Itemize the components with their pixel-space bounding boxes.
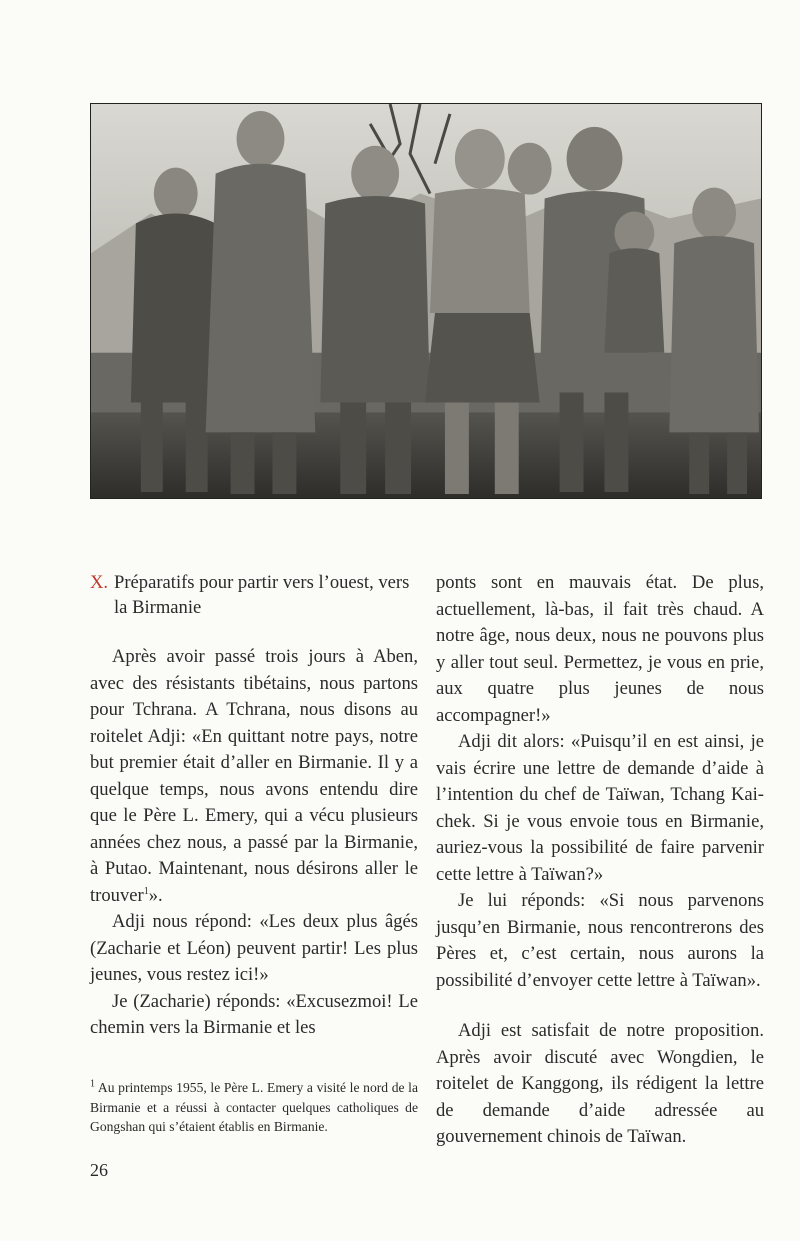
footnote-marker: 1 [90,1078,95,1090]
paragraph: Adji dit alors: «Puisqu’il en est ainsi, je vais écrire une lettre de demande d’aide à l’intention du chef de Taïwan, Tchang Kai-chek. Si je vous envoie tous en Birmanie, auriez-vous la possibilité de faire parvenir cette lettre à Taïwan?» [436,731,764,885]
section-title: Préparatifs pour partir vers l’ouest, vers la Birmanie [114,572,410,618]
paragraph: Je lui réponds: «Si nous parvenons jusqu’en Birmanie, nous rencontrerons des Pères et, c’est certain, nous aurons la possibilité d’envoyer cette lettre à Taïwan». [436,890,764,991]
footnote-text: Au printemps 1955, le Père L. Emery a visité le nord de la Birmanie et a réussi à contacter quelques catholiques de Gongshan qui s’étaient établis en Birmanie. [90,1080,418,1134]
group-photo [90,103,762,499]
footnote-reference: 1 [143,885,149,897]
left-column [90,570,418,1042]
paragraph-text-end: ». [148,884,163,906]
footnote [90,1078,418,1137]
group-photo-illustration [91,104,761,498]
paragraph: Adji nous répond: «Les deux plus âgés (Zacharie et Léon) peuvent partir! Les plus jeunes, vous restez ici!» [90,911,418,985]
paragraph: Adji est satisfait de notre proposition. Après avoir discuté avec Wongdien, le roitelet de Kanggong, ils rédigent la lettre de demande d’aide adressée au gouvernement chinois de Taïwan. [436,1020,764,1147]
paragraph: ponts sont en mauvais état. De plus, actuellement, là-bas, il fait très chaud. A notre âge, nous deux, nous ne pouvons plus y aller tout seul. Permettez, je vous en prie, aux quatre plus jeunes de nous accompagner!» [436,572,764,726]
paragraph: Je (Zacharie) réponds: «Excusezmoi! Le chemin vers la Birmanie et les [90,990,418,1038]
section-number: X. [90,572,109,593]
paragraph-text: Après avoir passé trois jours à Aben, avec des résistants tibétains, nous partons pour Tchrana. A Tchrana, nous disons au roitelet Adji: «En quittant notre pays, notre but premier était d’aller en Birmanie. Il y a quelque temps, nous avons entendu dire que le Père L. Emery, qui a vécu plusieurs années chez nous, a passé par la Birmanie, à Putao. Maintenant, nous désirons aller le trouver [90,646,418,906]
section-heading [90,570,418,620]
page-number: 26 [90,1160,108,1180]
right-column [436,570,764,1151]
paragraph [90,644,418,909]
